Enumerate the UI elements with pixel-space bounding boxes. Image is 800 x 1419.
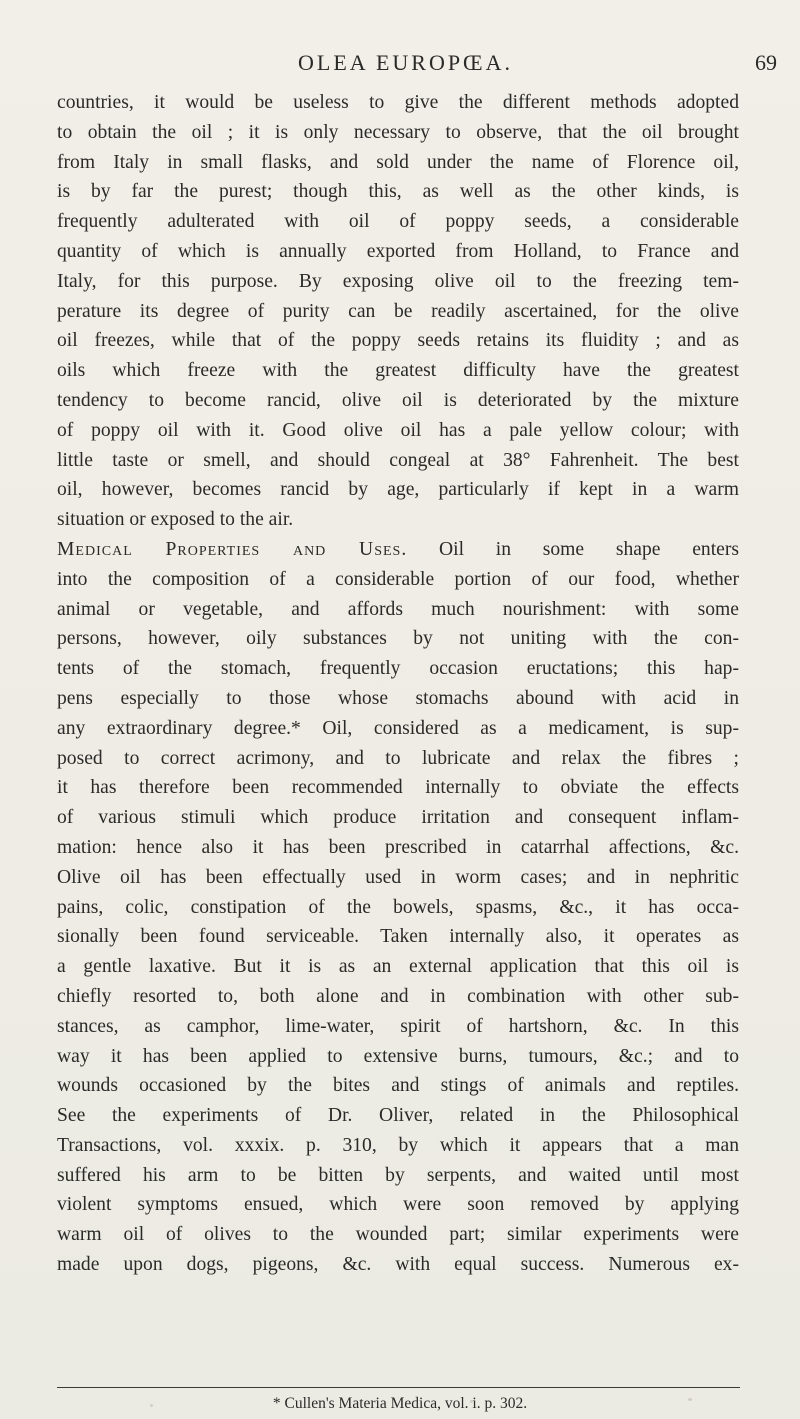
text-line: Transactions, vol. xxxix. p. 310, by which it appears that a man — [57, 1134, 739, 1156]
text-line: of various stimuli which produce irritation and consequent inflam- — [57, 807, 739, 829]
text-line: a gentle laxative. But it is as an external application that this oil is — [57, 956, 739, 978]
footnote: * Cullen's Materia Medica, vol. i. p. 302. — [272, 1395, 528, 1412]
text-line-paragraph-end: situation or exposed to the air. — [57, 509, 294, 531]
section-heading-line — [57, 535, 739, 565]
text-line: frequently adulterated with oil of poppy seeds, a considerable — [57, 211, 739, 233]
paper-speck — [688, 1398, 692, 1401]
text-line: it has therefore been recommended internally to obviate the effects — [57, 777, 739, 799]
text-line: pens especially to those whose stomachs abound with acid in — [57, 687, 739, 709]
text-line: mation: hence also it has been prescribed in catarrhal affections, &c. — [57, 836, 739, 858]
footnote-rule — [57, 1387, 740, 1388]
text-line: See the experiments of Dr. Oliver, related in the Philosophical — [57, 1105, 739, 1127]
section-heading: Medical Properties and Uses. — [57, 538, 408, 560]
text-line: quantity of which is annually exported from Holland, to France and — [57, 240, 739, 262]
text-line: tents of the stomach, frequently occasion eructations; this hap- — [57, 658, 739, 680]
text-line: posed to correct acrimony, and to lubricate and relax the fibres ; — [57, 747, 739, 769]
paper-speck — [470, 1400, 473, 1403]
text-line: countries, it would be useless to give the different methods adopted — [57, 92, 739, 113]
text-line: chiefly resorted to, both alone and in combination with other sub- — [57, 985, 739, 1007]
text-line: stances, as camphor, lime-water, spirit of hartshorn, &c. In this — [57, 1015, 739, 1037]
text-line: oil freezes, while that of the poppy seeds retains its fluidity ; and as — [57, 330, 739, 352]
text-line: sionally been found serviceable. Taken internally also, it operates as — [57, 926, 739, 948]
text-line: pains, colic, constipation of the bowels, spasms, &c., it has occa- — [57, 896, 739, 918]
text-line: tendency to become rancid, olive oil is deteriorated by the mixture — [57, 389, 739, 411]
text-line: violent symptoms ensued, which were soon removed by applying — [57, 1194, 739, 1216]
text-line: to obtain the oil ; it is only necessary to observe, that the oil brought — [57, 121, 739, 143]
paper-speck — [150, 1404, 153, 1407]
text-line: of poppy oil with it. Good olive oil has a pale yellow colour; with — [57, 419, 739, 441]
text-line: oil, however, becomes rancid by age, particularly if kept in a warm — [57, 479, 739, 501]
body-text — [57, 88, 739, 1280]
text-line: Italy, for this purpose. By exposing olive oil to the freezing tem- — [57, 270, 739, 292]
text-line: perature its degree of purity can be readily ascertained, for the olive — [57, 300, 739, 322]
text-line: oils which freeze with the greatest difficulty have the greatest — [57, 360, 739, 382]
text-line: persons, however, oily substances by not uniting with the con- — [57, 628, 739, 650]
text-line: little taste or smell, and should congeal at 38° Fahrenheit. The best — [57, 449, 739, 471]
text-line: animal or vegetable, and affords much nourishment: with some — [57, 598, 739, 620]
section-heading-rest: Oil in some shape enters — [438, 538, 739, 560]
text-line: is by far the purest; though this, as well as the other kinds, is — [57, 181, 739, 203]
text-line: warm oil of olives to the wounded part; similar experiments were — [57, 1224, 739, 1246]
text-line: Olive oil has been effectually used in worm cases; and in nephritic — [57, 866, 739, 888]
running-title: OLEA EUROPŒA. — [298, 50, 514, 75]
text-line: wounds occasioned by the bites and stings of animals and reptiles. — [57, 1075, 739, 1097]
text-line: suffered his arm to be bitten by serpents, and waited until most — [57, 1164, 739, 1186]
text-line: way it has been applied to extensive burns, tumours, &c.; and to — [57, 1045, 739, 1067]
text-line: any extraordinary degree.* Oil, considered as a medicament, is sup- — [57, 717, 739, 739]
text-line: from Italy in small flasks, and sold under the name of Florence oil, — [57, 151, 739, 173]
running-head — [0, 50, 800, 80]
text-line: into the composition of a considerable portion of our food, whether — [57, 568, 739, 590]
text-line: made upon dogs, pigeons, &c. with equal success. Numerous ex- — [57, 1254, 739, 1276]
page-number: 69 — [755, 50, 777, 75]
